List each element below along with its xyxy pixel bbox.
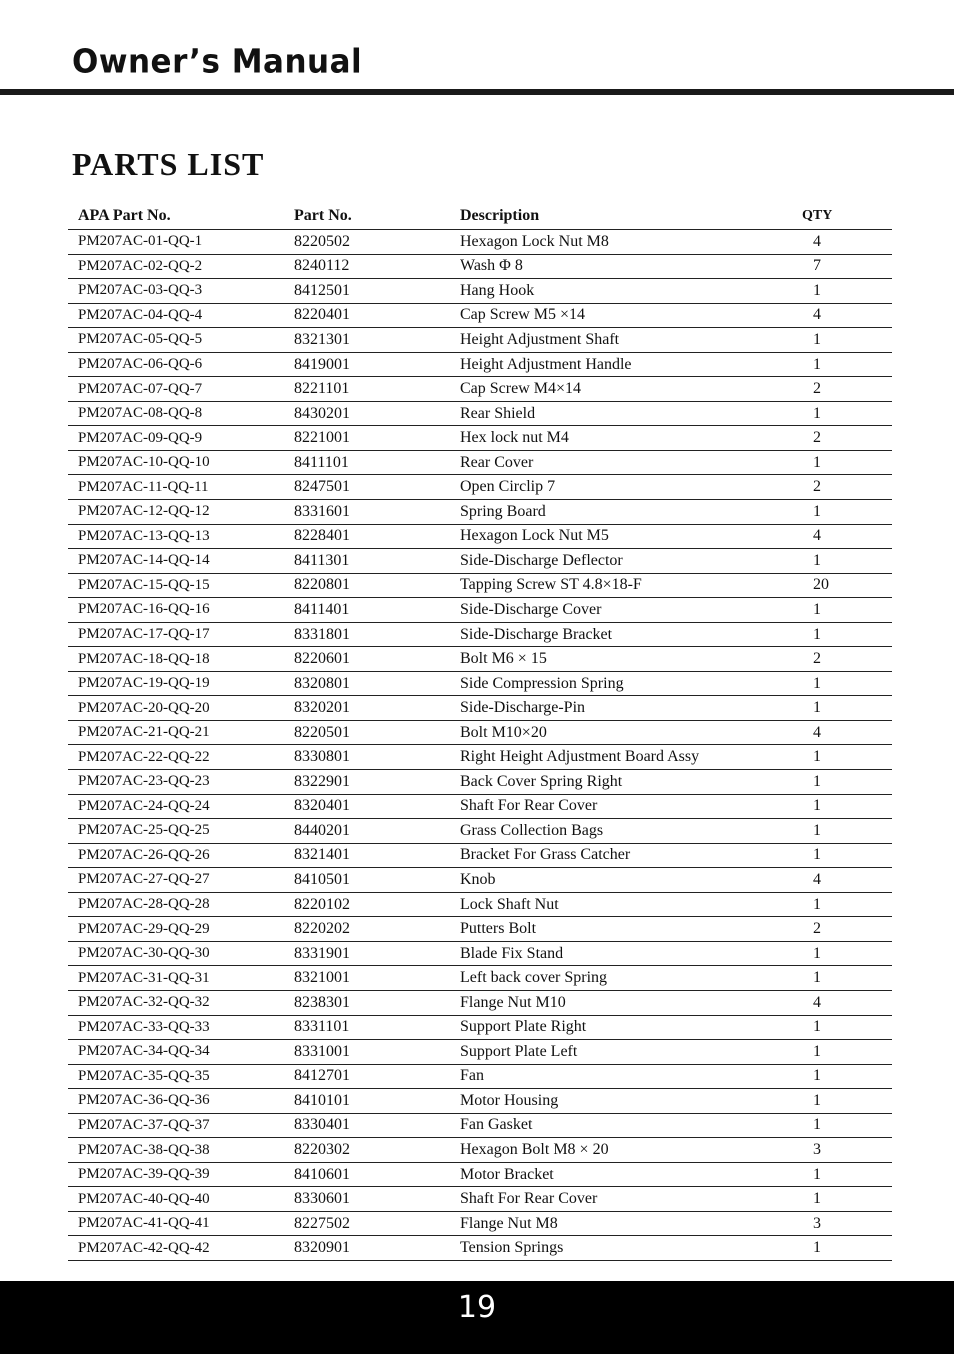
cell-apa-part-no: PM207AC-12-QQ-12 xyxy=(78,503,210,520)
table-row xyxy=(68,328,892,353)
cell-part-no: 8430201 xyxy=(294,404,350,422)
cell-description: Side-Discharge Cover xyxy=(460,600,602,618)
manual-title: Owner’s Manual xyxy=(72,43,363,81)
cell-description: Shaft For Rear Cover xyxy=(460,797,598,815)
cell-part-no: 8331901 xyxy=(294,944,350,962)
cell-qty: 1 xyxy=(813,281,821,299)
table-row xyxy=(68,353,892,378)
cell-qty: 1 xyxy=(813,821,821,839)
table-row xyxy=(68,868,892,893)
cell-part-no: 8412701 xyxy=(294,1067,350,1085)
cell-qty: 1 xyxy=(813,1190,821,1208)
cell-description: Hexagon Bolt M8 × 20 xyxy=(460,1141,609,1158)
cell-description: Cap Screw M5 ×14 xyxy=(460,306,586,324)
cell-qty: 2 xyxy=(813,478,821,496)
cell-description: Grass Collection Bags xyxy=(460,821,604,839)
table-row xyxy=(68,917,892,942)
cell-description: Spring Board xyxy=(460,502,546,520)
table-row xyxy=(68,1163,892,1188)
cell-apa-part-no: PM207AC-04-QQ-4 xyxy=(78,306,203,323)
cell-part-no: 8227502 xyxy=(294,1214,350,1232)
cell-qty: 3 xyxy=(813,1214,821,1232)
cell-part-no: 8331101 xyxy=(294,1018,350,1036)
table-row xyxy=(68,647,892,672)
table-row xyxy=(68,426,892,451)
cell-part-no: 8220401 xyxy=(294,306,350,324)
cell-part-no: 8320401 xyxy=(294,797,350,815)
cell-apa-part-no: PM207AC-10-QQ-10 xyxy=(78,454,210,471)
table-row xyxy=(68,1065,892,1090)
cell-description: Tension Springs xyxy=(460,1239,564,1257)
cell-description: Side Compression Spring xyxy=(460,674,624,692)
cell-qty: 4 xyxy=(813,870,821,888)
cell-qty: 3 xyxy=(813,1141,821,1158)
cell-part-no: 8321301 xyxy=(294,330,350,348)
table-row xyxy=(68,1187,892,1212)
cell-apa-part-no: PM207AC-13-QQ-13 xyxy=(78,527,210,544)
cell-description: Flange Nut M10 xyxy=(460,993,566,1011)
table-row xyxy=(68,1114,892,1139)
cell-part-no: 8419001 xyxy=(294,355,350,373)
cell-qty: 1 xyxy=(813,772,821,790)
cell-qty: 1 xyxy=(813,1239,821,1257)
cell-apa-part-no: PM207AC-42-QQ-42 xyxy=(78,1239,210,1256)
cell-description: Support Plate Right xyxy=(460,1018,587,1036)
cell-part-no: 8220801 xyxy=(294,576,350,594)
cell-description: Bolt M6 × 15 xyxy=(460,650,547,668)
cell-apa-part-no: PM207AC-28-QQ-28 xyxy=(78,896,210,913)
column-header-qty: QTY xyxy=(802,208,833,223)
column-header-apa-part-no: APA Part No. xyxy=(78,207,171,224)
cell-description: Cap Screw M4×14 xyxy=(460,380,582,398)
cell-apa-part-no: PM207AC-35-QQ-35 xyxy=(78,1067,210,1084)
cell-part-no: 8410601 xyxy=(294,1165,350,1183)
column-header-description: Description xyxy=(460,207,540,224)
cell-description: Lock Shaft Nut xyxy=(460,895,559,913)
cell-apa-part-no: PM207AC-06-QQ-6 xyxy=(78,356,203,372)
cell-apa-part-no: PM207AC-05-QQ-5 xyxy=(78,331,203,348)
cell-qty: 4 xyxy=(813,306,821,324)
table-row xyxy=(68,525,892,550)
table-row xyxy=(68,991,892,1016)
cell-apa-part-no: PM207AC-39-QQ-39 xyxy=(78,1166,210,1183)
cell-qty: 1 xyxy=(813,846,821,864)
cell-description: Left back cover Spring xyxy=(460,969,608,987)
cell-description: Rear Shield xyxy=(460,404,536,422)
table-row xyxy=(68,402,892,427)
cell-description: Flange Nut M8 xyxy=(460,1214,558,1232)
table-row xyxy=(68,966,892,991)
cell-qty: 2 xyxy=(813,920,821,938)
cell-part-no: 8220102 xyxy=(294,895,350,913)
cell-description: Shaft For Rear Cover xyxy=(460,1190,598,1208)
table-row xyxy=(68,1212,892,1237)
cell-part-no: 8220202 xyxy=(294,920,350,938)
cell-qty: 1 xyxy=(813,1165,821,1183)
cell-part-no: 8410101 xyxy=(294,1091,350,1109)
table-row xyxy=(68,1040,892,1065)
table-row xyxy=(68,598,892,623)
cell-apa-part-no: PM207AC-03-QQ-3 xyxy=(78,282,203,299)
cell-description: Motor Housing xyxy=(460,1091,559,1109)
table-row xyxy=(68,942,892,967)
cell-qty: 1 xyxy=(813,355,821,373)
table-row xyxy=(68,549,892,574)
cell-part-no: 8412501 xyxy=(294,281,350,299)
table-body xyxy=(68,230,892,1261)
cell-part-no: 8221001 xyxy=(294,429,350,447)
cell-apa-part-no: PM207AC-16-QQ-16 xyxy=(78,601,210,618)
table-row xyxy=(68,304,892,329)
cell-qty: 2 xyxy=(813,429,821,447)
cell-qty: 1 xyxy=(813,1018,821,1036)
cell-description: Back Cover Spring Right xyxy=(460,772,623,790)
cell-apa-part-no: PM207AC-41-QQ-41 xyxy=(78,1215,210,1232)
table-row xyxy=(68,795,892,820)
cell-apa-part-no: PM207AC-36-QQ-36 xyxy=(78,1092,210,1109)
cell-part-no: 8220501 xyxy=(294,723,350,741)
cell-description: Putters Bolt xyxy=(460,920,537,938)
cell-apa-part-no: PM207AC-08-QQ-8 xyxy=(78,405,203,422)
cell-part-no: 8228401 xyxy=(294,527,350,545)
cell-part-no: 8220302 xyxy=(294,1141,350,1158)
cell-apa-part-no: PM207AC-34-QQ-34 xyxy=(78,1043,210,1060)
cell-apa-part-no: PM207AC-33-QQ-33 xyxy=(78,1018,210,1035)
cell-apa-part-no: PM207AC-11-QQ-11 xyxy=(78,478,209,495)
cell-qty: 1 xyxy=(813,895,821,913)
cell-part-no: 8440201 xyxy=(294,821,350,839)
cell-description: Right Height Adjustment Board Assy xyxy=(460,748,700,766)
table-row xyxy=(68,255,892,280)
cell-part-no: 8320901 xyxy=(294,1239,350,1257)
table-row xyxy=(68,844,892,869)
cell-qty: 1 xyxy=(813,600,821,618)
cell-qty: 1 xyxy=(813,1042,821,1060)
table-row xyxy=(68,745,892,770)
cell-part-no: 8411401 xyxy=(294,600,350,618)
cell-part-no: 8320201 xyxy=(294,699,350,717)
cell-description: Blade Fix Stand xyxy=(460,944,564,962)
cell-qty: 20 xyxy=(813,576,829,594)
cell-qty: 1 xyxy=(813,944,821,962)
cell-part-no: 8321401 xyxy=(294,846,350,864)
cell-qty: 1 xyxy=(813,453,821,471)
cell-apa-part-no: PM207AC-24-QQ-24 xyxy=(78,797,210,814)
cell-qty: 1 xyxy=(813,1116,821,1134)
cell-part-no: 8331601 xyxy=(294,502,350,520)
table-row xyxy=(68,819,892,844)
section-title: PARTS LIST xyxy=(72,146,265,182)
cell-qty: 1 xyxy=(813,551,821,569)
cell-apa-part-no: PM207AC-02-QQ-2 xyxy=(78,257,203,274)
cell-description: Hex lock nut M4 xyxy=(460,429,569,447)
cell-qty: 1 xyxy=(813,404,821,422)
table-row xyxy=(68,1089,892,1114)
table-row xyxy=(68,475,892,500)
cell-part-no: 8240112 xyxy=(294,257,350,275)
cell-description: Bolt M10×20 xyxy=(460,723,547,741)
cell-description: Open Circlip 7 xyxy=(460,478,556,496)
cell-apa-part-no: PM207AC-01-QQ-1 xyxy=(78,233,203,250)
cell-apa-part-no: PM207AC-38-QQ-38 xyxy=(78,1141,210,1158)
cell-description: Rear Cover xyxy=(460,453,534,471)
table-row xyxy=(68,672,892,697)
cell-apa-part-no: PM207AC-07-QQ-7 xyxy=(78,380,203,397)
cell-qty: 4 xyxy=(813,232,821,250)
cell-apa-part-no: PM207AC-25-QQ-25 xyxy=(78,822,210,839)
cell-qty: 1 xyxy=(813,625,821,643)
cell-apa-part-no: PM207AC-26-QQ-26 xyxy=(78,846,210,863)
cell-description: Bracket For Grass Catcher xyxy=(460,846,631,864)
cell-description: Motor Bracket xyxy=(460,1165,554,1183)
cell-qty: 1 xyxy=(813,674,821,692)
cell-part-no: 8330601 xyxy=(294,1190,350,1208)
cell-apa-part-no: PM207AC-19-QQ-19 xyxy=(78,675,210,692)
cell-qty: 1 xyxy=(813,969,821,987)
cell-description: Tapping Screw ST 4.8×18-F xyxy=(460,576,642,594)
table-row xyxy=(68,1016,892,1041)
cell-apa-part-no: PM207AC-27-QQ-27 xyxy=(78,871,210,888)
cell-qty: 1 xyxy=(813,1091,821,1109)
cell-qty: 4 xyxy=(813,527,821,545)
header-divider xyxy=(0,89,954,95)
cell-qty: 1 xyxy=(813,699,821,717)
cell-description: Height Adjustment Handle xyxy=(460,355,632,373)
cell-part-no: 8238301 xyxy=(294,993,350,1011)
cell-part-no: 8221101 xyxy=(294,380,350,398)
cell-description: Side-Discharge Deflector xyxy=(460,551,623,569)
cell-part-no: 8220601 xyxy=(294,650,350,668)
parts-table xyxy=(68,203,892,1261)
table-row xyxy=(68,1236,892,1261)
table-row xyxy=(68,770,892,795)
cell-part-no: 8320801 xyxy=(294,674,350,692)
cell-part-no: 8330801 xyxy=(294,748,350,766)
cell-part-no: 8247501 xyxy=(294,478,350,496)
cell-qty: 4 xyxy=(813,723,821,741)
cell-part-no: 8322901 xyxy=(294,772,350,790)
cell-qty: 1 xyxy=(813,748,821,766)
cell-description: Height Adjustment Shaft xyxy=(460,330,620,348)
table-row xyxy=(68,893,892,918)
cell-qty: 2 xyxy=(813,380,821,398)
table-row xyxy=(68,500,892,525)
cell-description: Support Plate Left xyxy=(460,1042,578,1060)
cell-apa-part-no: PM207AC-17-QQ-17 xyxy=(78,626,210,643)
table-header xyxy=(68,203,892,230)
cell-part-no: 8220502 xyxy=(294,232,350,250)
cell-description: Side-Discharge-Pin xyxy=(460,699,586,717)
cell-description: Fan xyxy=(460,1067,484,1085)
cell-apa-part-no: PM207AC-30-QQ-30 xyxy=(78,945,210,962)
cell-part-no: 8411301 xyxy=(294,551,350,569)
page-number: 19 xyxy=(457,1290,497,1325)
cell-description: Side-Discharge Bracket xyxy=(460,625,613,643)
cell-description: Knob xyxy=(460,870,496,888)
cell-description: Hexagon Lock Nut M8 xyxy=(460,232,609,250)
cell-description: Hexagon Lock Nut M5 xyxy=(460,527,609,545)
cell-part-no: 8330401 xyxy=(294,1116,350,1134)
table-row xyxy=(68,377,892,402)
cell-part-no: 8321001 xyxy=(294,969,350,987)
cell-apa-part-no: PM207AC-23-QQ-23 xyxy=(78,773,210,790)
table-row xyxy=(68,574,892,599)
cell-part-no: 8410501 xyxy=(294,870,350,888)
cell-qty: 1 xyxy=(813,797,821,815)
cell-part-no: 8331801 xyxy=(294,625,350,643)
cell-apa-part-no: PM207AC-15-QQ-15 xyxy=(78,576,210,593)
cell-apa-part-no: PM207AC-21-QQ-21 xyxy=(78,724,210,741)
cell-description: Hang Hook xyxy=(460,281,535,299)
cell-apa-part-no: PM207AC-31-QQ-31 xyxy=(78,969,210,986)
table-row xyxy=(68,721,892,746)
table-row xyxy=(68,623,892,648)
cell-apa-part-no: PM207AC-32-QQ-32 xyxy=(78,994,210,1011)
cell-qty: 1 xyxy=(813,502,821,520)
cell-apa-part-no: PM207AC-37-QQ-37 xyxy=(78,1116,210,1133)
cell-description: Wash Φ 8 xyxy=(460,257,523,275)
cell-qty: 7 xyxy=(813,257,821,275)
cell-qty: 4 xyxy=(813,993,821,1011)
cell-qty: 1 xyxy=(813,1067,821,1085)
table-row xyxy=(68,279,892,304)
cell-apa-part-no: PM207AC-18-QQ-18 xyxy=(78,650,210,667)
cell-apa-part-no: PM207AC-22-QQ-22 xyxy=(78,748,210,765)
table-row xyxy=(68,696,892,721)
cell-apa-part-no: PM207AC-40-QQ-40 xyxy=(78,1190,210,1207)
column-header-part-no: Part No. xyxy=(294,207,352,224)
cell-apa-part-no: PM207AC-14-QQ-14 xyxy=(78,552,210,569)
cell-apa-part-no: PM207AC-29-QQ-29 xyxy=(78,920,210,937)
table-row xyxy=(68,230,892,255)
cell-part-no: 8331001 xyxy=(294,1042,350,1060)
cell-apa-part-no: PM207AC-09-QQ-9 xyxy=(78,429,203,446)
cell-qty: 1 xyxy=(813,330,821,348)
table-row xyxy=(68,451,892,476)
cell-description: Fan Gasket xyxy=(460,1116,533,1134)
table-row xyxy=(68,1138,892,1163)
cell-part-no: 8411101 xyxy=(294,453,349,471)
cell-qty: 2 xyxy=(813,650,821,668)
cell-apa-part-no: PM207AC-20-QQ-20 xyxy=(78,699,210,716)
